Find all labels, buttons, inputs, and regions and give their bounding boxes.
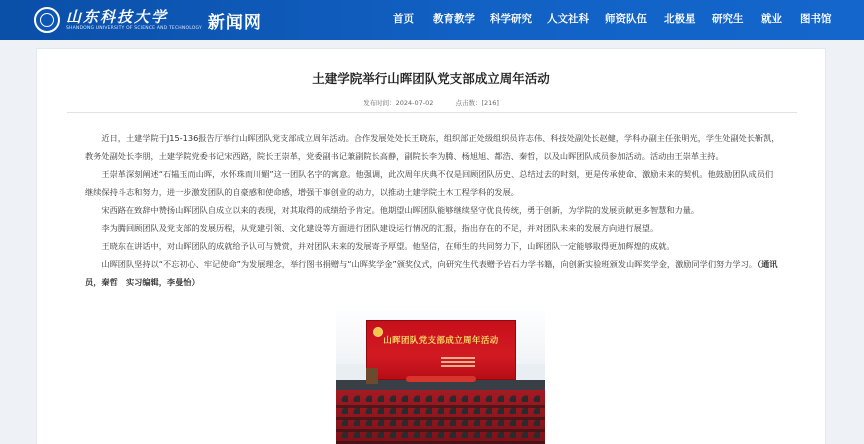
paragraph-last (85, 255, 781, 291)
seat-rows (336, 396, 545, 444)
byline: （通讯员，秦哲 实习编辑，李曼怡） (85, 259, 778, 287)
nav-item-polaris[interactable]: 北极星 (664, 13, 696, 25)
article-body (85, 129, 781, 291)
publish-date: 发布时间：2024-07-02 (363, 99, 434, 107)
main-nav (0, 0, 864, 40)
nav-item-education[interactable]: 教育教学 (433, 13, 475, 25)
logo-english-name: SHANDONG UNIVERSITY OF SCIENCE AND TECHNOLOGY (66, 25, 202, 31)
nav-item-graduate[interactable]: 研究生 (712, 13, 744, 25)
site-header (0, 0, 864, 40)
paragraph: 王晓东在讲话中，对山晖团队的成就给予认可与赞赏，并对团队未来的发展寄予厚望。他坚信，在师生的共同努力下，山晖团队一定能够取得更加辉煌的成就。 (101, 241, 675, 251)
article-card (36, 48, 826, 444)
nav-item-employment[interactable]: 就业 (761, 13, 782, 25)
lectern (366, 368, 378, 384)
paragraph: 李为腾回顾团队及党支部的发展历程，从党建引领、文化建设等方面进行团队建设运行情况的汇报，指出存在的不足，并对团队未来的发展方向进行展望。 (101, 223, 659, 233)
stage-flowers (406, 376, 476, 382)
nav-item-home[interactable]: 首页 (393, 13, 414, 25)
view-count: 点击数：[216] (455, 99, 499, 107)
paragraph: 近日，土建学院于J15-136报告厅举行山晖团队党支部成立周年活动。合作发展处处长王晓东，组织部正处级组织员许志伟、科技处副处长赵健，学科办副主任张明光，学生处副处长靳凯，教务处副处长李朋，土建学院党委书记宋西路，院长王崇革，党委副书记兼副院长高静，副院长李为腾、杨旭旭、都浩、秦哲，以及山晖团队成员参加活动。活动由王崇革主持。 (85, 133, 780, 161)
article-meta (37, 99, 825, 108)
nav-item-faculty[interactable]: 师资队伍 (605, 13, 647, 25)
nav-item-library[interactable]: 图书馆 (800, 13, 832, 25)
paragraph-text: 山晖团队坚持以“不忘初心、牢记使命”为发展理念，举行图书捐赠与“山晖奖学金”颁奖仪式，向研究生代表赠予岩石力学书籍，向创新实验班颁发山晖奖学金，激励同学们努力学习。 (101, 259, 757, 269)
logo-chinese-name: 山东科技大学 (66, 7, 169, 26)
screen-subtext (441, 357, 475, 371)
paragraph: 宋西路在致辞中赞扬山晖团队自成立以来的表现，对其取得的成绩给予肯定。他期望山晖团队能够继续坚守优良传统，勇于创新，为学院的发展贡献更多智慧和力量。 (101, 205, 700, 215)
paragraph: 王崇革深刻阐述“石韫玉而山晖，水怀珠而川媚”这一团队名字的寓意。他强调，此次周年庆典不仅是回顾团队历史、总结过去的时刻，更是传承使命、激励未来的契机。他鼓励团队成员们继续保持斗志和努力，进一步激发团队的自豪感和使命感，增强干事创业的动力，以推动土建学院土木工程学科的发展。 (85, 169, 774, 197)
event-photo (336, 304, 545, 444)
screen-title: 山晖团队党支部成立周年活动 (383, 335, 499, 345)
nav-item-research[interactable]: 科学研究 (490, 13, 532, 25)
article-title: 土建学院举行山晖团队党支部成立周年活动 (312, 71, 550, 86)
nav-item-humanities[interactable]: 人文社科 (547, 13, 589, 25)
title-divider (67, 112, 797, 113)
site-name: 新闻网 (207, 12, 262, 33)
stage-screen (366, 320, 516, 380)
